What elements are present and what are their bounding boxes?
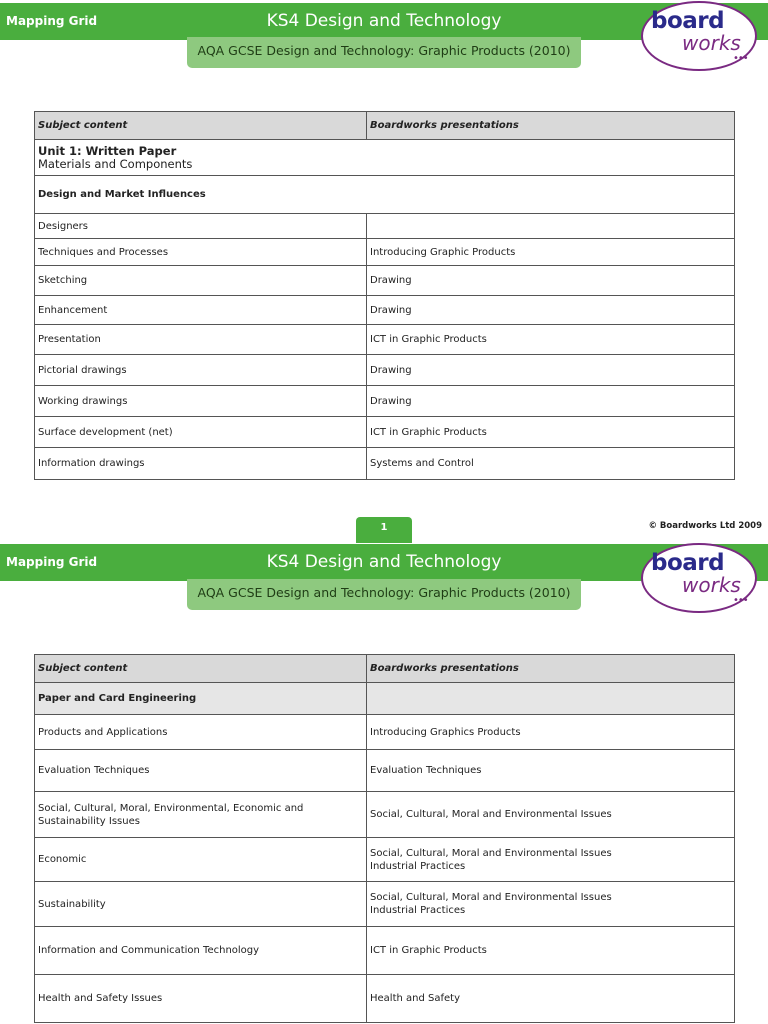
subject-cell: Pictorial drawings bbox=[35, 355, 367, 386]
page-title: KS4 Design and Technology bbox=[266, 11, 502, 31]
table-row bbox=[35, 792, 735, 838]
presentation-cell: Drawing bbox=[367, 386, 735, 417]
presentation-cell: Systems and Control bbox=[367, 448, 735, 480]
section-empty-cell bbox=[367, 683, 735, 715]
table-row bbox=[35, 750, 735, 792]
subject-cell: Information drawings bbox=[35, 448, 367, 480]
section-row bbox=[35, 683, 735, 715]
unit-row bbox=[35, 140, 735, 176]
subject-cell: Presentation bbox=[35, 325, 367, 355]
table-header-row bbox=[35, 655, 735, 683]
subject-cell: Products and Applications bbox=[35, 715, 367, 750]
presentation-cell: Drawing bbox=[367, 266, 735, 296]
presentation-cell: Health and Safety bbox=[367, 975, 735, 1023]
mapping-grid-label: Mapping Grid bbox=[6, 555, 98, 569]
presentation-cell: Drawing bbox=[367, 296, 735, 325]
table-row bbox=[35, 386, 735, 417]
subject-cell: Information and Communication Technology bbox=[35, 927, 367, 975]
presentation-cell: Introducing Graphics Products bbox=[367, 715, 735, 750]
course-subtitle: AQA GCSE Design and Technology: Graphic Products (2010) bbox=[187, 579, 581, 610]
table-row bbox=[35, 448, 735, 480]
unit-title: Unit 1: Written Paper bbox=[38, 143, 177, 158]
col-header-boardworks-presentations: Boardworks presentations bbox=[367, 655, 735, 683]
table-row bbox=[35, 296, 735, 325]
col-header-subject-content: Subject content bbox=[35, 655, 367, 683]
presentation-cell: Social, Cultural, Moral and Environmental Issues bbox=[367, 792, 735, 838]
section-row bbox=[35, 176, 735, 214]
presentation-line: Social, Cultural, Moral and Environmental Issues bbox=[370, 847, 612, 859]
course-subtitle: AQA GCSE Design and Technology: Graphic Products (2010) bbox=[187, 37, 581, 68]
table-row bbox=[35, 882, 735, 927]
subject-cell: Surface development (net) bbox=[35, 417, 367, 448]
logo-board-text: board bbox=[651, 8, 725, 34]
table-row bbox=[35, 214, 735, 239]
table-row bbox=[35, 417, 735, 448]
presentation-cell: Drawing bbox=[367, 355, 735, 386]
subject-cell: Social, Cultural, Moral, Environmental, Economic and Sustainability Issues bbox=[35, 792, 367, 838]
subject-cell: Designers bbox=[35, 214, 367, 239]
table-row bbox=[35, 355, 735, 386]
presentation-cell: ICT in Graphic Products bbox=[367, 417, 735, 448]
subject-cell: Sketching bbox=[35, 266, 367, 296]
subject-cell: Economic bbox=[35, 838, 367, 882]
copyright: © Boardworks Ltd 2009 bbox=[648, 521, 762, 531]
table-row bbox=[35, 838, 735, 882]
boardworks-logo bbox=[641, 1, 759, 71]
subject-cell: Techniques and Processes bbox=[35, 239, 367, 266]
page-title: KS4 Design and Technology bbox=[266, 552, 502, 572]
table-row bbox=[35, 975, 735, 1023]
page-number: 1 bbox=[356, 517, 412, 543]
table-row bbox=[35, 239, 735, 266]
table-row bbox=[35, 927, 735, 975]
subject-cell: Evaluation Techniques bbox=[35, 750, 367, 792]
table-row bbox=[35, 715, 735, 750]
col-header-subject-content: Subject content bbox=[35, 112, 367, 140]
presentation-cell: Evaluation Techniques bbox=[367, 750, 735, 792]
presentation-cell: ICT in Graphic Products bbox=[367, 927, 735, 975]
logo-works-text: works bbox=[682, 31, 741, 55]
logo-works-text: works bbox=[682, 573, 741, 597]
subject-cell: Enhancement bbox=[35, 296, 367, 325]
subject-cell: Working drawings bbox=[35, 386, 367, 417]
unit-cell bbox=[35, 140, 735, 176]
logo-board-text: board bbox=[651, 550, 725, 576]
presentation-cell bbox=[367, 882, 735, 927]
presentation-line: Industrial Practices bbox=[370, 905, 466, 916]
table-header-row bbox=[35, 112, 735, 140]
mapping-table bbox=[34, 111, 735, 480]
section-title: Design and Market Influences bbox=[35, 176, 735, 214]
presentation-cell bbox=[367, 214, 735, 239]
boardworks-logo bbox=[641, 543, 759, 613]
mapping-table bbox=[34, 654, 735, 1023]
presentation-cell: ICT in Graphic Products bbox=[367, 325, 735, 355]
presentation-line: Industrial Practices bbox=[370, 860, 466, 872]
presentation-cell bbox=[367, 838, 735, 882]
section-title: Paper and Card Engineering bbox=[35, 683, 367, 715]
subject-cell: Sustainability bbox=[35, 882, 367, 927]
mapping-grid-label: Mapping Grid bbox=[6, 14, 98, 28]
subject-cell: Health and Safety Issues bbox=[35, 975, 367, 1023]
table-row bbox=[35, 325, 735, 355]
col-header-boardworks-presentations: Boardworks presentations bbox=[367, 112, 735, 140]
presentation-line: Social, Cultural, Moral and Environmental Issues bbox=[370, 892, 612, 903]
presentation-cell: Introducing Graphic Products bbox=[367, 239, 735, 266]
logo-dots: ••• bbox=[733, 53, 748, 64]
table-row bbox=[35, 266, 735, 296]
logo-dots: ••• bbox=[733, 595, 748, 606]
unit-subtitle: Materials and Components bbox=[38, 156, 193, 171]
